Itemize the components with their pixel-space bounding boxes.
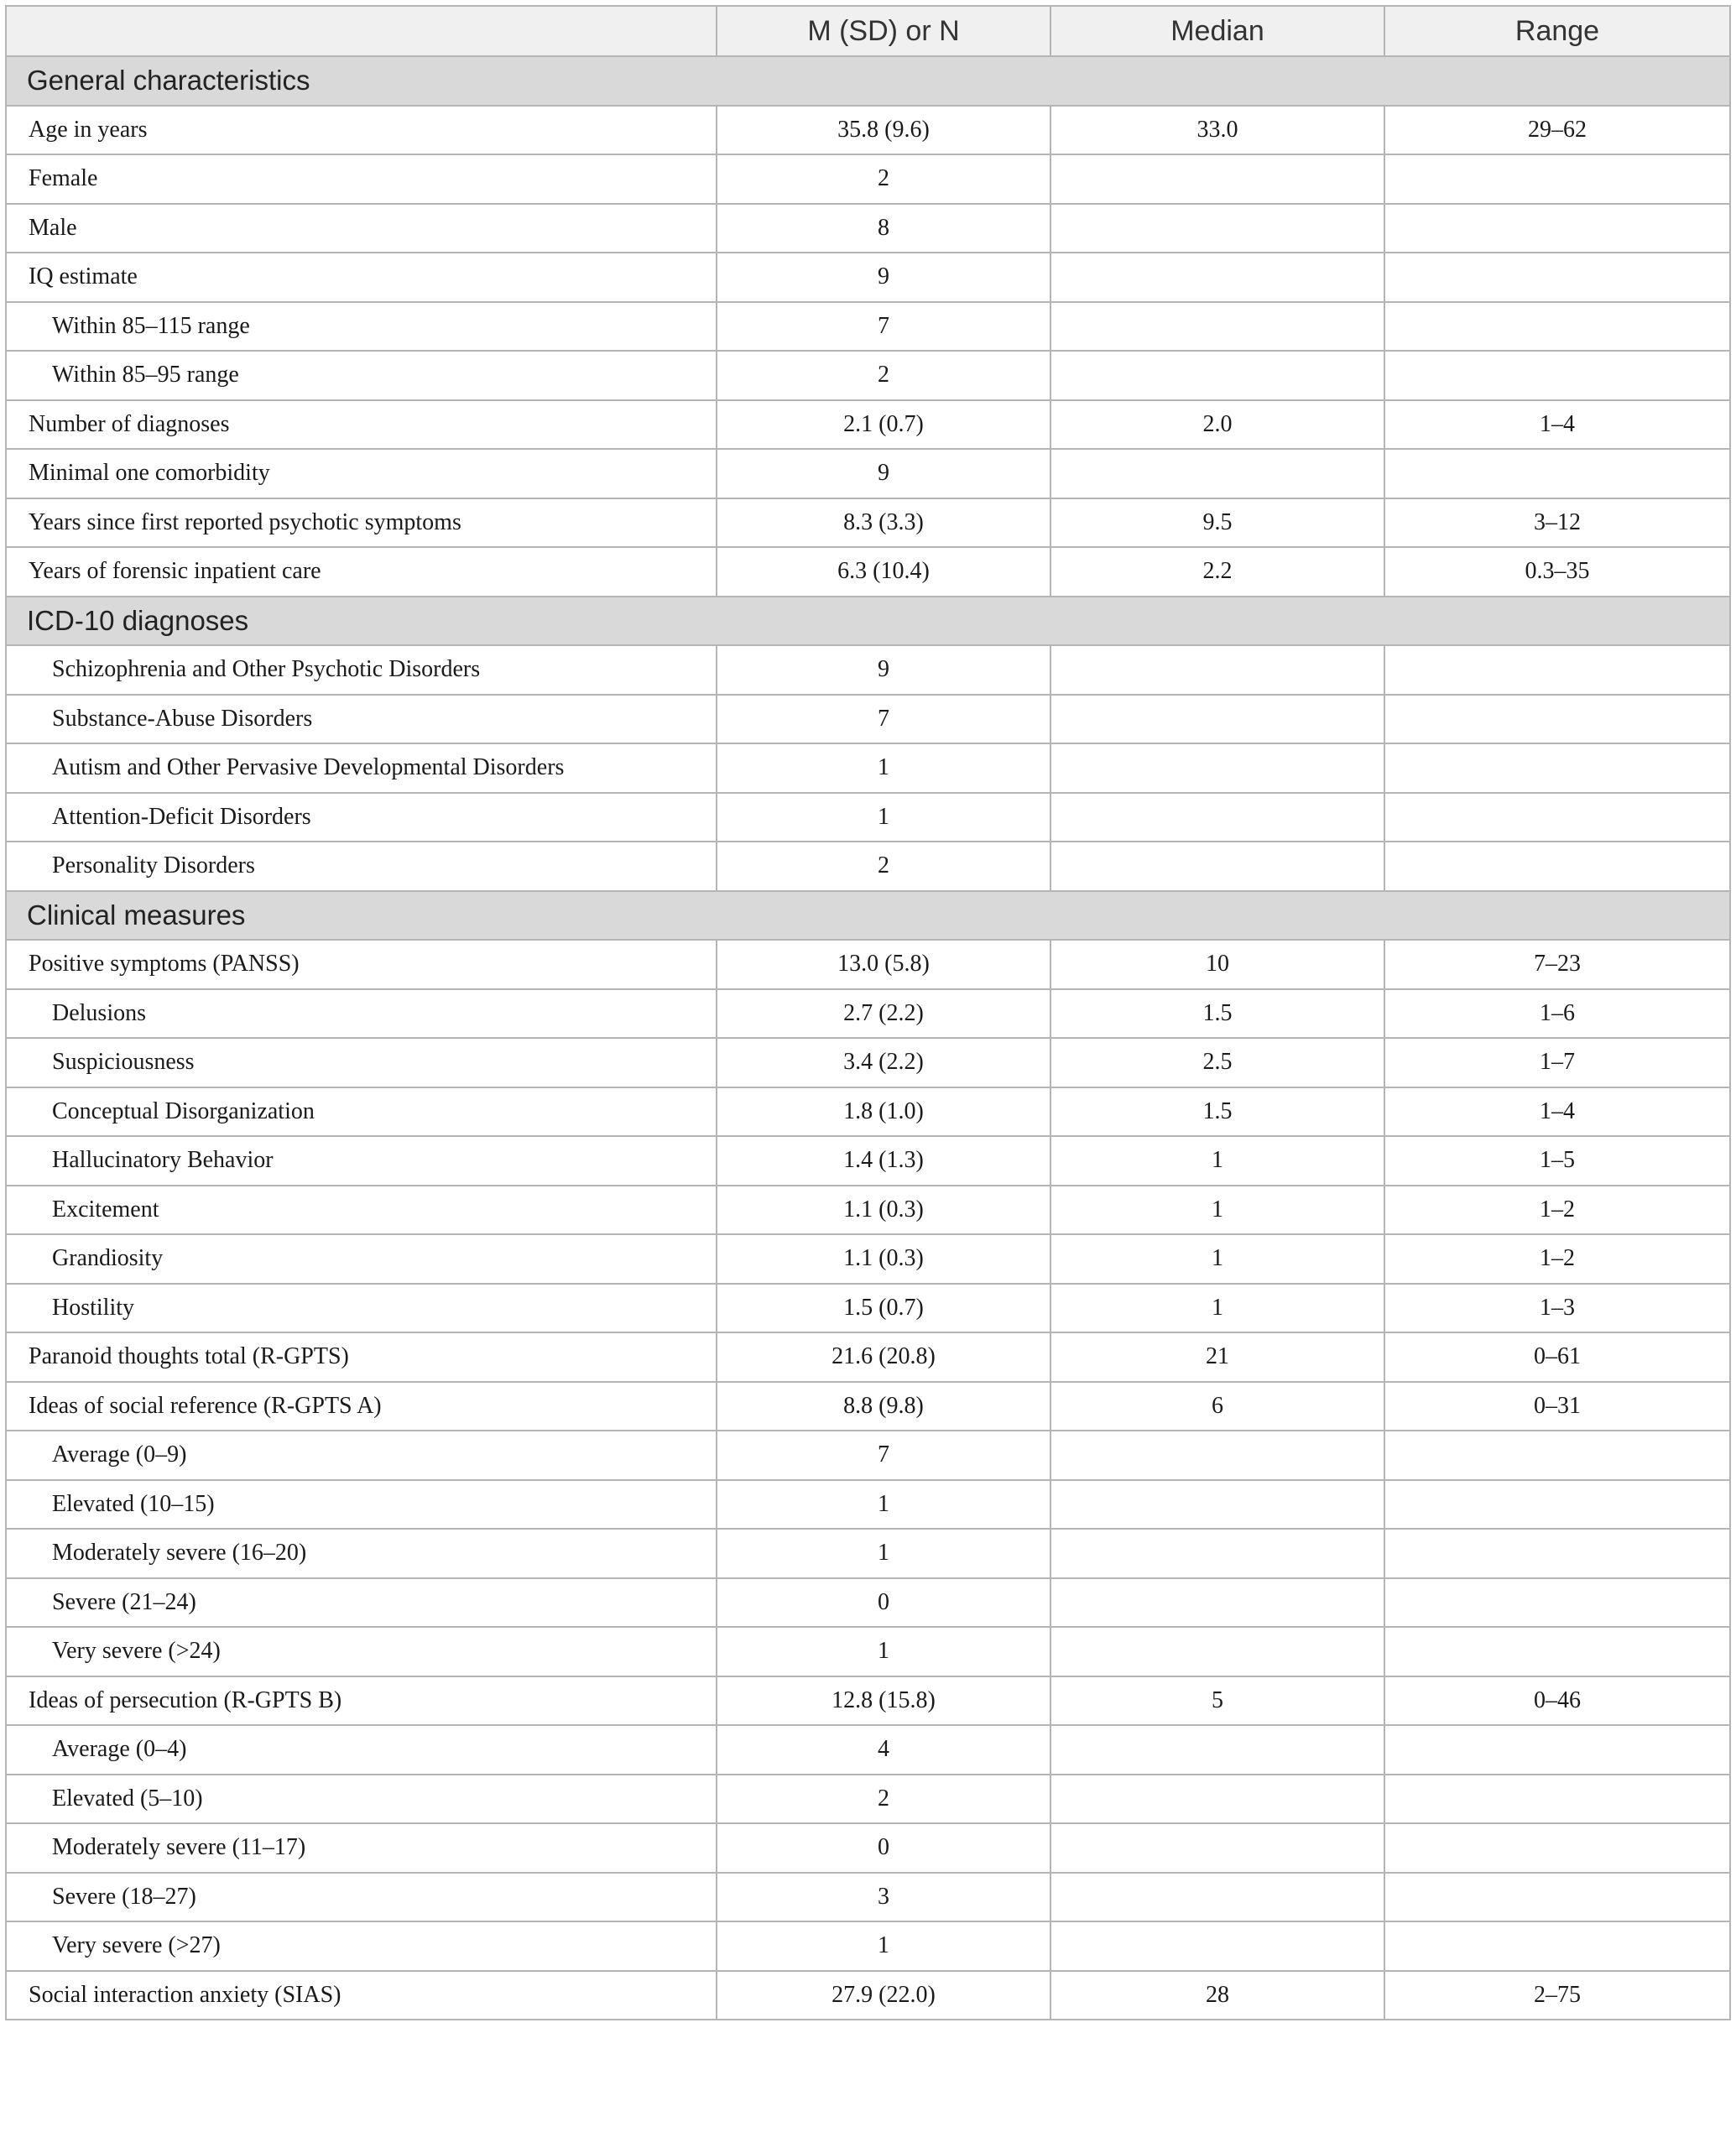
cell-m-sd-n: 1.1 (0.3) xyxy=(717,1234,1050,1284)
row-label: Age in years xyxy=(6,106,717,155)
cell-median xyxy=(1050,1921,1384,1971)
cell-range xyxy=(1384,1578,1730,1628)
table-row xyxy=(6,743,1730,793)
section-title: ICD-10 diagnoses xyxy=(6,597,1730,646)
cell-m-sd-n: 3 xyxy=(717,1873,1050,1922)
cell-median: 1 xyxy=(1050,1234,1384,1284)
cell-range: 1–4 xyxy=(1384,1087,1730,1137)
table-row xyxy=(6,1775,1730,1824)
cell-range: 1–7 xyxy=(1384,1038,1730,1087)
table-row xyxy=(6,204,1730,253)
row-label: Positive symptoms (PANSS) xyxy=(6,940,717,989)
cell-m-sd-n: 2.1 (0.7) xyxy=(717,400,1050,450)
cell-m-sd-n: 1.8 (1.0) xyxy=(717,1087,1050,1137)
cell-m-sd-n: 1 xyxy=(717,743,1050,793)
table-row xyxy=(6,1431,1730,1480)
row-label: Number of diagnoses xyxy=(6,400,717,450)
row-label: Ideas of social reference (R-GPTS A) xyxy=(6,1382,717,1431)
cell-median: 2.2 xyxy=(1050,547,1384,597)
table-body xyxy=(6,56,1730,2020)
cell-median xyxy=(1050,793,1384,842)
cell-range: 1–6 xyxy=(1384,989,1730,1039)
cell-m-sd-n: 9 xyxy=(717,449,1050,498)
row-label: Substance-Abuse Disorders xyxy=(6,695,717,744)
row-label: Attention-Deficit Disorders xyxy=(6,793,717,842)
header-median: Median xyxy=(1050,6,1384,56)
row-label: Hostility xyxy=(6,1284,717,1333)
cell-range xyxy=(1384,1431,1730,1480)
cell-median: 10 xyxy=(1050,940,1384,989)
cell-median: 1.5 xyxy=(1050,1087,1384,1137)
cell-median xyxy=(1050,302,1384,352)
header-empty xyxy=(6,6,717,56)
cell-range xyxy=(1384,204,1730,253)
cell-m-sd-n: 1.1 (0.3) xyxy=(717,1186,1050,1235)
cell-median: 21 xyxy=(1050,1332,1384,1382)
table-row xyxy=(6,547,1730,597)
cell-m-sd-n: 12.8 (15.8) xyxy=(717,1676,1050,1726)
cell-median xyxy=(1050,204,1384,253)
row-label: Average (0–9) xyxy=(6,1431,717,1480)
cell-m-sd-n: 3.4 (2.2) xyxy=(717,1038,1050,1087)
row-label: Average (0–4) xyxy=(6,1725,717,1775)
row-label: Within 85–95 range xyxy=(6,351,717,400)
cell-range xyxy=(1384,1627,1730,1676)
table-row xyxy=(6,940,1730,989)
cell-m-sd-n: 1 xyxy=(717,1627,1050,1676)
row-label: Very severe (>24) xyxy=(6,1627,717,1676)
cell-median xyxy=(1050,449,1384,498)
cell-m-sd-n: 2 xyxy=(717,154,1050,204)
cell-range xyxy=(1384,793,1730,842)
header-range: Range xyxy=(1384,6,1730,56)
cell-m-sd-n: 13.0 (5.8) xyxy=(717,940,1050,989)
row-label: Excitement xyxy=(6,1186,717,1235)
row-label: Elevated (10–15) xyxy=(6,1480,717,1530)
cell-range xyxy=(1384,351,1730,400)
table-row xyxy=(6,1186,1730,1235)
row-label: Severe (18–27) xyxy=(6,1873,717,1922)
cell-m-sd-n: 0 xyxy=(717,1823,1050,1873)
cell-range xyxy=(1384,743,1730,793)
cell-m-sd-n: 1.4 (1.3) xyxy=(717,1136,1050,1186)
cell-range: 0–61 xyxy=(1384,1332,1730,1382)
cell-median xyxy=(1050,1431,1384,1480)
row-label: Social interaction anxiety (SIAS) xyxy=(6,1971,717,2020)
cell-m-sd-n: 35.8 (9.6) xyxy=(717,106,1050,155)
cell-range xyxy=(1384,449,1730,498)
table-row xyxy=(6,1971,1730,2020)
cell-m-sd-n: 21.6 (20.8) xyxy=(717,1332,1050,1382)
row-label: Years since first reported psychotic symptoms xyxy=(6,498,717,548)
cell-range xyxy=(1384,1823,1730,1873)
table-row xyxy=(6,989,1730,1039)
table-row xyxy=(6,1627,1730,1676)
table-row xyxy=(6,351,1730,400)
cell-m-sd-n: 1 xyxy=(717,1921,1050,1971)
cell-m-sd-n: 7 xyxy=(717,302,1050,352)
table-row xyxy=(6,645,1730,695)
row-label: Paranoid thoughts total (R-GPTS) xyxy=(6,1332,717,1382)
table-row xyxy=(6,1332,1730,1382)
cell-median xyxy=(1050,1529,1384,1578)
table-row xyxy=(6,1038,1730,1087)
row-label: Very severe (>27) xyxy=(6,1921,717,1971)
table-row xyxy=(6,842,1730,891)
row-label: Conceptual Disorganization xyxy=(6,1087,717,1137)
cell-median xyxy=(1050,743,1384,793)
cell-range xyxy=(1384,1921,1730,1971)
cell-median xyxy=(1050,351,1384,400)
row-label: Suspiciousness xyxy=(6,1038,717,1087)
table-row xyxy=(6,253,1730,302)
table-row xyxy=(6,106,1730,155)
header-row xyxy=(6,6,1730,56)
cell-median xyxy=(1050,695,1384,744)
cell-median xyxy=(1050,1873,1384,1922)
cell-range: 1–2 xyxy=(1384,1234,1730,1284)
row-label: Female xyxy=(6,154,717,204)
table-row xyxy=(6,498,1730,548)
cell-range xyxy=(1384,1725,1730,1775)
section-header-row xyxy=(6,597,1730,646)
characteristics-table xyxy=(5,5,1731,2020)
cell-median xyxy=(1050,1725,1384,1775)
table-row xyxy=(6,302,1730,352)
cell-median xyxy=(1050,1480,1384,1530)
row-label: Delusions xyxy=(6,989,717,1039)
cell-m-sd-n: 2.7 (2.2) xyxy=(717,989,1050,1039)
row-label: Moderately severe (16–20) xyxy=(6,1529,717,1578)
table-row xyxy=(6,1823,1730,1873)
cell-median xyxy=(1050,645,1384,695)
cell-median: 33.0 xyxy=(1050,106,1384,155)
cell-m-sd-n: 8.3 (3.3) xyxy=(717,498,1050,548)
cell-median: 2.5 xyxy=(1050,1038,1384,1087)
cell-range: 0–46 xyxy=(1384,1676,1730,1726)
cell-range: 3–12 xyxy=(1384,498,1730,548)
cell-m-sd-n: 1 xyxy=(717,1529,1050,1578)
table-row xyxy=(6,793,1730,842)
cell-m-sd-n: 9 xyxy=(717,253,1050,302)
table-row xyxy=(6,695,1730,744)
table-row xyxy=(6,1676,1730,1726)
row-label: Schizophrenia and Other Psychotic Disorders xyxy=(6,645,717,695)
cell-range: 1–5 xyxy=(1384,1136,1730,1186)
row-label: Severe (21–24) xyxy=(6,1578,717,1628)
row-label: Autism and Other Pervasive Developmental Disorders xyxy=(6,743,717,793)
cell-range xyxy=(1384,154,1730,204)
table-row xyxy=(6,1480,1730,1530)
cell-range xyxy=(1384,695,1730,744)
row-label: Male xyxy=(6,204,717,253)
header-m-sd-n: M (SD) or N xyxy=(717,6,1050,56)
cell-m-sd-n: 9 xyxy=(717,645,1050,695)
table-row xyxy=(6,1529,1730,1578)
row-label: IQ estimate xyxy=(6,253,717,302)
cell-range: 0.3–35 xyxy=(1384,547,1730,597)
section-title: Clinical measures xyxy=(6,891,1730,941)
cell-median: 5 xyxy=(1050,1676,1384,1726)
cell-m-sd-n: 1 xyxy=(717,793,1050,842)
row-label: Within 85–115 range xyxy=(6,302,717,352)
table-row xyxy=(6,449,1730,498)
cell-range: 1–3 xyxy=(1384,1284,1730,1333)
cell-range xyxy=(1384,1873,1730,1922)
cell-median: 2.0 xyxy=(1050,400,1384,450)
table-row xyxy=(6,1136,1730,1186)
cell-m-sd-n: 8 xyxy=(717,204,1050,253)
cell-m-sd-n: 1 xyxy=(717,1480,1050,1530)
row-label: Years of forensic inpatient care xyxy=(6,547,717,597)
table-row xyxy=(6,1873,1730,1922)
cell-m-sd-n: 2 xyxy=(717,842,1050,891)
table-row xyxy=(6,1284,1730,1333)
cell-range xyxy=(1384,645,1730,695)
cell-m-sd-n: 6.3 (10.4) xyxy=(717,547,1050,597)
cell-median xyxy=(1050,253,1384,302)
cell-median xyxy=(1050,842,1384,891)
row-label: Grandiosity xyxy=(6,1234,717,1284)
cell-range xyxy=(1384,1775,1730,1824)
cell-m-sd-n: 7 xyxy=(717,1431,1050,1480)
cell-median: 1.5 xyxy=(1050,989,1384,1039)
section-header-row xyxy=(6,56,1730,106)
row-label: Elevated (5–10) xyxy=(6,1775,717,1824)
cell-median: 1 xyxy=(1050,1284,1384,1333)
cell-range xyxy=(1384,1480,1730,1530)
cell-median: 6 xyxy=(1050,1382,1384,1431)
cell-m-sd-n: 4 xyxy=(717,1725,1050,1775)
row-label: Ideas of persecution (R-GPTS B) xyxy=(6,1676,717,1726)
cell-range xyxy=(1384,842,1730,891)
cell-m-sd-n: 2 xyxy=(717,351,1050,400)
cell-range xyxy=(1384,253,1730,302)
table-row xyxy=(6,1087,1730,1137)
section-header-row xyxy=(6,891,1730,941)
cell-m-sd-n: 7 xyxy=(717,695,1050,744)
table-row xyxy=(6,400,1730,450)
cell-range: 29–62 xyxy=(1384,106,1730,155)
table-row xyxy=(6,154,1730,204)
cell-median xyxy=(1050,1775,1384,1824)
cell-median xyxy=(1050,1823,1384,1873)
cell-m-sd-n: 8.8 (9.8) xyxy=(717,1382,1050,1431)
section-title: General characteristics xyxy=(6,56,1730,106)
row-label: Minimal one comorbidity xyxy=(6,449,717,498)
cell-m-sd-n: 2 xyxy=(717,1775,1050,1824)
cell-median xyxy=(1050,1578,1384,1628)
cell-median xyxy=(1050,154,1384,204)
cell-m-sd-n: 1.5 (0.7) xyxy=(717,1284,1050,1333)
cell-range xyxy=(1384,1529,1730,1578)
cell-median: 1 xyxy=(1050,1136,1384,1186)
row-label: Personality Disorders xyxy=(6,842,717,891)
table-row xyxy=(6,1382,1730,1431)
row-label: Moderately severe (11–17) xyxy=(6,1823,717,1873)
cell-range xyxy=(1384,302,1730,352)
cell-range: 1–2 xyxy=(1384,1186,1730,1235)
table-row xyxy=(6,1725,1730,1775)
cell-range: 7–23 xyxy=(1384,940,1730,989)
table-row xyxy=(6,1578,1730,1628)
cell-m-sd-n: 27.9 (22.0) xyxy=(717,1971,1050,2020)
cell-m-sd-n: 0 xyxy=(717,1578,1050,1628)
cell-range: 0–31 xyxy=(1384,1382,1730,1431)
table-row xyxy=(6,1234,1730,1284)
cell-range: 2–75 xyxy=(1384,1971,1730,2020)
cell-median: 28 xyxy=(1050,1971,1384,2020)
cell-median: 9.5 xyxy=(1050,498,1384,548)
row-label: Hallucinatory Behavior xyxy=(6,1136,717,1186)
cell-range: 1–4 xyxy=(1384,400,1730,450)
cell-median: 1 xyxy=(1050,1186,1384,1235)
table-row xyxy=(6,1921,1730,1971)
cell-median xyxy=(1050,1627,1384,1676)
